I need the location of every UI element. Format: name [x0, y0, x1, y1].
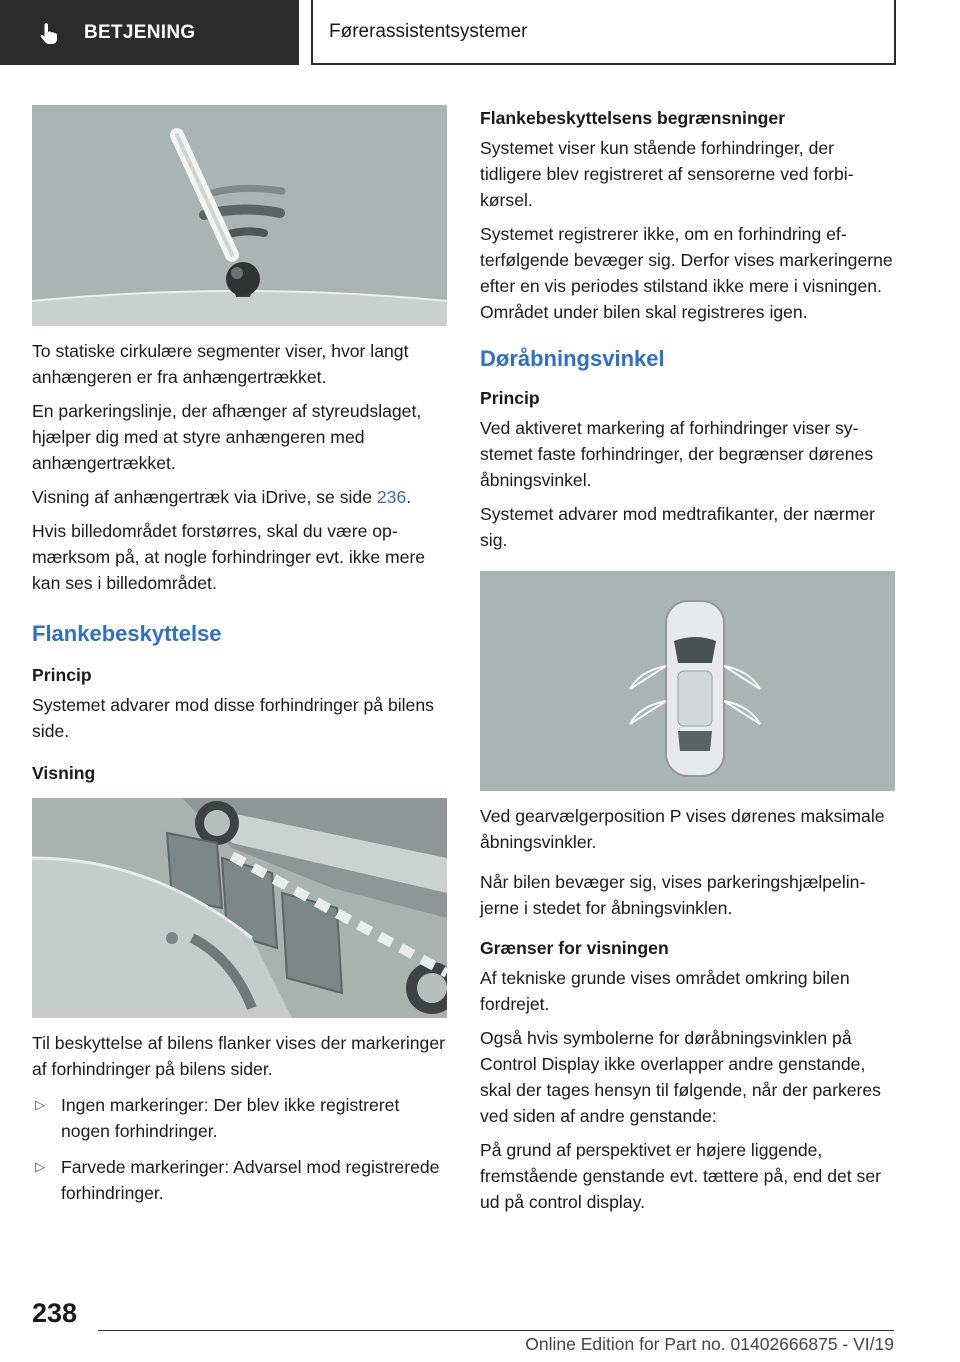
section-heading: Flankebeskyttelse	[32, 621, 222, 646]
trailer-distance-figure	[32, 105, 447, 326]
section-title: BETJENING	[84, 21, 196, 43]
paragraph: Systemet registrerer ikke, om en forhindring efterfølgende bevæger sig. Derfor vises markeringerne efter en vis periodes stilstand ikke mere i visningen. Området under bilen skal registreres igen.	[480, 224, 893, 322]
flank-protection-figure	[32, 798, 447, 1018]
chapter-title: Førerassistentsystemer	[329, 20, 528, 42]
right-column	[480, 105, 895, 1223]
section-heading: Døråbningsvinkel	[480, 346, 665, 371]
paragraph: Også hvis symbolerne for døråbningsvinklen på Control Display ikke overlapper andre genstande, skal der tages hensyn til følgende, når der parkeres ved siden af andre genstande:	[480, 1028, 881, 1126]
paragraph: Hvis billedområdet forstørres, skal du være opmærksom på, at nogle forhindringer evt. ikke mere kan ses i billedområdet.	[32, 521, 426, 593]
paragraph: Ved aktiveret markering af forhindringer viser systemet faste forhindringer, der begrænser dørenes åbningsvinkel.	[480, 418, 874, 490]
paragraph: På grund af perspektivet er højere liggende, fremstående genstande evt. tættere på, end det ser ud på control display.	[480, 1140, 881, 1212]
list-item: ▷ Farvede markeringer: Advarsel mod registrerede forhindringer.	[32, 1154, 447, 1206]
list-item: ▷ Ingen markeringer: Der blev ikke registreret nogen forhindringer.	[32, 1092, 447, 1144]
hand-pointer-icon	[38, 21, 62, 45]
paragraph: To statiske cirkulære segmenter viser, hvor langt anhængeren er fra anhængertrækket.	[32, 341, 409, 387]
paragraph: Systemet advarer mod medtrafikanter, der nærmer sig.	[480, 504, 876, 550]
paragraph: Visning af anhængertræk via iDrive, se side 236.	[32, 487, 412, 507]
paragraph: Ved gearvælgerposition P vises dørenes maksimale åbningsvinkler.	[480, 806, 885, 852]
paragraph: Systemet viser kun stående forhindringer, der tidligere blev registreret af sensorerne ved forbikørsel.	[480, 138, 854, 210]
paragraph: Af tekniske grunde vises området omkring bilen fordrejet.	[480, 968, 850, 1014]
bullet-list	[32, 1092, 447, 1206]
subheading: Flankebeskyttelsens begrænsninger	[480, 108, 786, 128]
paragraph: En parkeringslinje, der afhænger af styreudslaget, hjælper dig med at styre anhængeren med anhængertrækket.	[32, 401, 422, 473]
chapter-header	[311, 0, 896, 65]
left-column	[32, 105, 447, 1216]
paragraph: Systemet advarer mod disse forhindringer på bilens side.	[32, 695, 434, 741]
subheading: Princip	[480, 388, 540, 408]
subheading: Grænser for visningen	[480, 938, 669, 958]
subheading: Visning	[32, 763, 96, 783]
page-link[interactable]: 236	[376, 487, 407, 507]
section-tab	[0, 0, 299, 65]
door-angle-figure	[480, 571, 895, 791]
subheading: Princip	[32, 665, 92, 685]
footer-divider	[98, 1330, 894, 1331]
paragraph: Til beskyttelse af bilens flanker vises der markeringer af forhindringer på bilens sider.	[32, 1033, 445, 1079]
triangle-bullet-icon: ▷	[35, 1159, 45, 1174]
page-number: 238	[32, 1298, 78, 1328]
paragraph: Når bilen bevæger sig, vises parkeringshjælpelinjerne i stedet for åbningsvinklen.	[480, 872, 866, 918]
triangle-bullet-icon: ▷	[35, 1097, 45, 1112]
edition-note: Online Edition for Part no. 01402666875 - VI/19	[525, 1334, 894, 1354]
